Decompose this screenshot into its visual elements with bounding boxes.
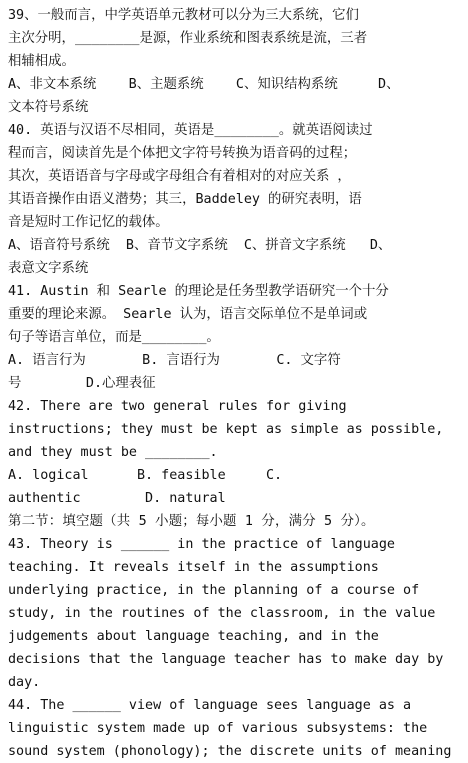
q39-stem-line-1: 39、一般而言，中学英语单元教材可以分为三大系统，它们	[8, 8, 359, 23]
q43-line-1: 43. Theory is ______ in the practice of language	[8, 537, 395, 552]
q39-stem-line-3: 相辅相成。	[8, 54, 75, 69]
q39-options-line-1: A、非文本系统 B、主题系统 C、知识结构系统 D、	[8, 77, 400, 92]
q39-options-line-2: 文本符号系统	[8, 100, 89, 115]
q40-stem-line-5: 音是短时工作记忆的载体。	[8, 215, 169, 230]
q39-stem-line-2: 主次分明，________是源，作业系统和图表系统是流，三者	[8, 31, 368, 46]
q43-line-3: underlying practice, in the planning of a course of	[8, 583, 420, 598]
q41-stem-line-1: 41. Austin 和 Searle 的理论是任务型教学语研究一个十分	[8, 284, 389, 299]
q41-stem-line-2: 重要的理论来源。 Searle 认为，语言交际单位不是单词或	[8, 307, 368, 322]
q40-stem-line-4: 其语音操作由语义潜势；其三，Baddeley 的研究表明，语	[8, 192, 362, 207]
q41-options-line-2: 号 D.心理表征	[8, 376, 156, 391]
q40-stem-line-3: 其次，英语语音与字母或字母组合有着相对的对应关系 ，	[8, 169, 351, 184]
q43-line-4: study, in the routines of the classroom, in the value	[8, 606, 436, 621]
q42-stem-line-2: instructions; they must be kept as simple as possible,	[8, 422, 444, 437]
q44-line-1: 44. The ______ view of language sees language as a	[8, 698, 412, 713]
q43-line-2: teaching. It reveals itself in the assumptions	[8, 560, 379, 575]
q41-options-line-1: A. 语言行为 B. 言语行为 C. 文字符	[8, 353, 341, 368]
section-heading: 第二节：填空题（共 5 小题；每小题 1 分，满分 5 分）。	[8, 514, 375, 529]
q41-stem-line-3: 句子等语言单位，而是________。	[8, 330, 220, 345]
q40-stem-line-2: 程而言，阅读首先是个体把文字符号转换为语音码的过程；	[8, 146, 357, 161]
q43-line-5: judgements about language teaching, and in the	[8, 629, 379, 644]
q42-options-line-2: authentic D. natural	[8, 491, 226, 506]
q40-options-line-2: 表意文字系统	[8, 261, 89, 276]
q42-options-line-1: A. logical B. feasible C.	[8, 468, 283, 483]
q42-stem-line-3: and they must be ________.	[8, 445, 218, 460]
q44-line-2: linguistic system made up of various subsystems: the	[8, 721, 428, 736]
q43-line-7: day.	[8, 675, 41, 690]
q44-line-3: sound system (phonology); the discrete units of meaning	[8, 744, 452, 759]
q40-stem-line-1: 40. 英语与汉语不尽相同，英语是________。就英语阅读过	[8, 123, 373, 138]
q42-stem-line-1: 42. There are two general rules for giving	[8, 399, 347, 414]
q43-line-6: decisions that the language teacher has to make day by	[8, 652, 444, 667]
q40-options-line-1: A、语音符号系统 B、音节文字系统 C、拼音文字系统 D、	[8, 238, 392, 253]
